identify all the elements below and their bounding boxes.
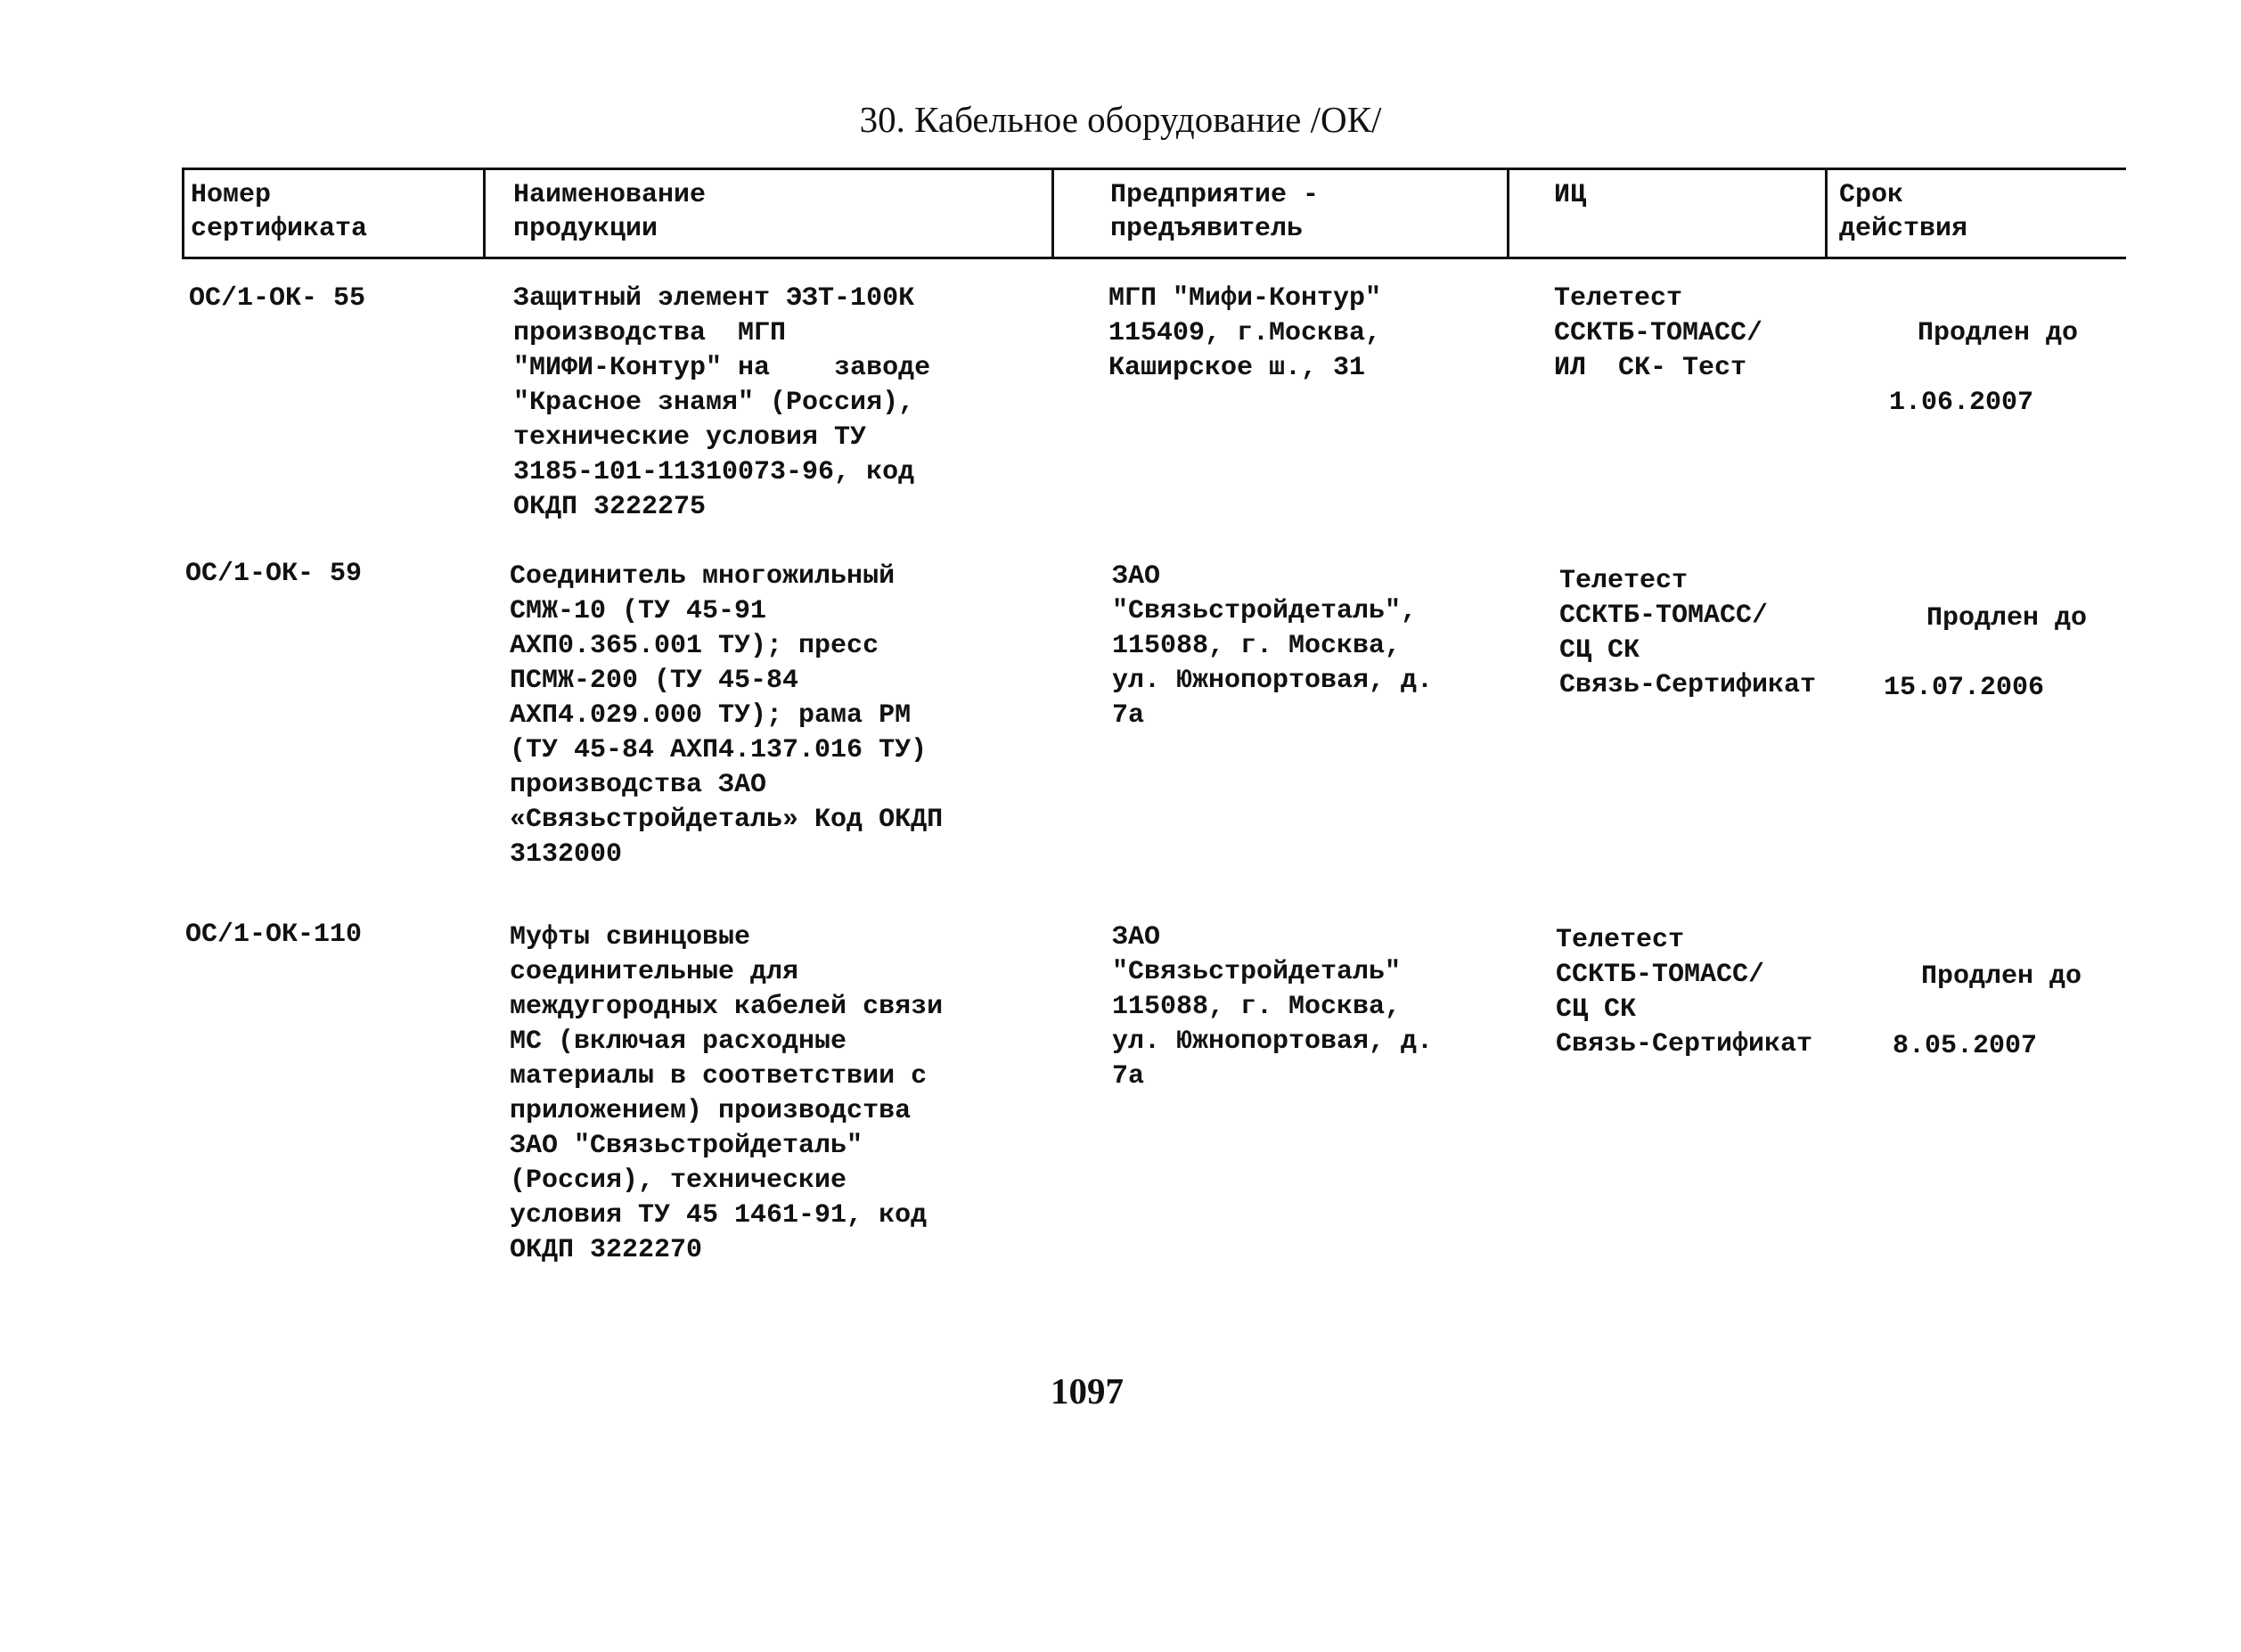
validity-date: 8.05.2007 (1893, 1031, 2038, 1061)
row-2-enterprise: ЗАО "Связьстройдеталь", 115088, г. Москва, ул. Южнопортовая, д. 7а (1112, 561, 1434, 731)
header-bottom-rule (182, 257, 2126, 259)
row-3-product: Муфты свинцовые соединительные для междугородных кабелей связи МС (включая расходные материалы в соответствии с приложением) производства ЗАО "Связьстройдеталь" (Россия), технические условия ТУ 45 1461-91, код ОКДП 3222270 (510, 922, 944, 1265)
header-test-center: ИЦ (1554, 180, 1587, 210)
row-1-validity (1853, 282, 2078, 490)
row-3-cert-number: ОС/1-ОК-110 (185, 920, 363, 950)
validity-date: 1.06.2007 (1889, 388, 2034, 418)
page-number: 1097 (1051, 1370, 1124, 1411)
row-3-validity (1857, 925, 2082, 1133)
row-3-test-center: Телетест ССКТБ-ТОМАСС/ СЦ СК Связь-Сертификат (1556, 925, 1813, 1059)
header-cert-number: Номер сертификата (191, 180, 368, 244)
validity-label: Продлен до (1918, 318, 2079, 348)
column-divider (1051, 168, 1054, 259)
header-top-rule (182, 168, 2126, 170)
page-title: 30. Кабельное оборудование /ОК/ (859, 99, 1382, 140)
row-2-product: Соединитель многожильный СМЖ-10 (ТУ 45-91 АХП0.365.001 ТУ); пресс ПСМЖ-200 (ТУ 45-84 АХП4.029.000 ТУ); рама РМ (ТУ 45-84 АХП4.137.016 ТУ) производства ЗАО «Связьстройдеталь» Код ОКДП 3132000 (510, 561, 944, 870)
column-divider (483, 168, 486, 259)
row-1-cert-number: ОС/1-ОК- 55 (189, 283, 366, 314)
row-1-product: Защитный элемент ЭЗТ-100К производства МГП "МИФИ-Контур" на заводе "Красное знамя" (Россия), технические условия ТУ 3185-101-11310073-96, код ОКДП 3222275 (513, 283, 931, 522)
row-3-enterprise: ЗАО "Связьстройдеталь" 115088, г. Москва, ул. Южнопортовая, д. 7а (1112, 922, 1434, 1092)
header-enterprise: Предприятие - предъявитель (1110, 180, 1320, 244)
column-divider (1825, 168, 1828, 259)
column-divider (182, 168, 184, 259)
row-1-enterprise: МГП "Мифи-Контур" 115409, г.Москва, Каширское ш., 31 (1108, 283, 1382, 383)
row-1-test-center: Телетест ССКТБ-ТОМАСС/ ИЛ СК- Тест (1554, 283, 1763, 383)
validity-label: Продлен до (1921, 961, 2082, 992)
column-divider (1507, 168, 1509, 259)
header-validity: Срок действия (1839, 180, 1968, 244)
header-product: Наименование продукции (513, 180, 707, 244)
validity-date: 15.07.2006 (1884, 673, 2045, 703)
row-2-validity (1862, 567, 2087, 775)
row-2-test-center: Телетест ССКТБ-ТОМАСС/ СЦ СК Связь-Сертификат (1559, 566, 1817, 700)
row-2-cert-number: ОС/1-ОК- 59 (185, 559, 363, 589)
validity-label: Продлен до (1926, 603, 2088, 634)
